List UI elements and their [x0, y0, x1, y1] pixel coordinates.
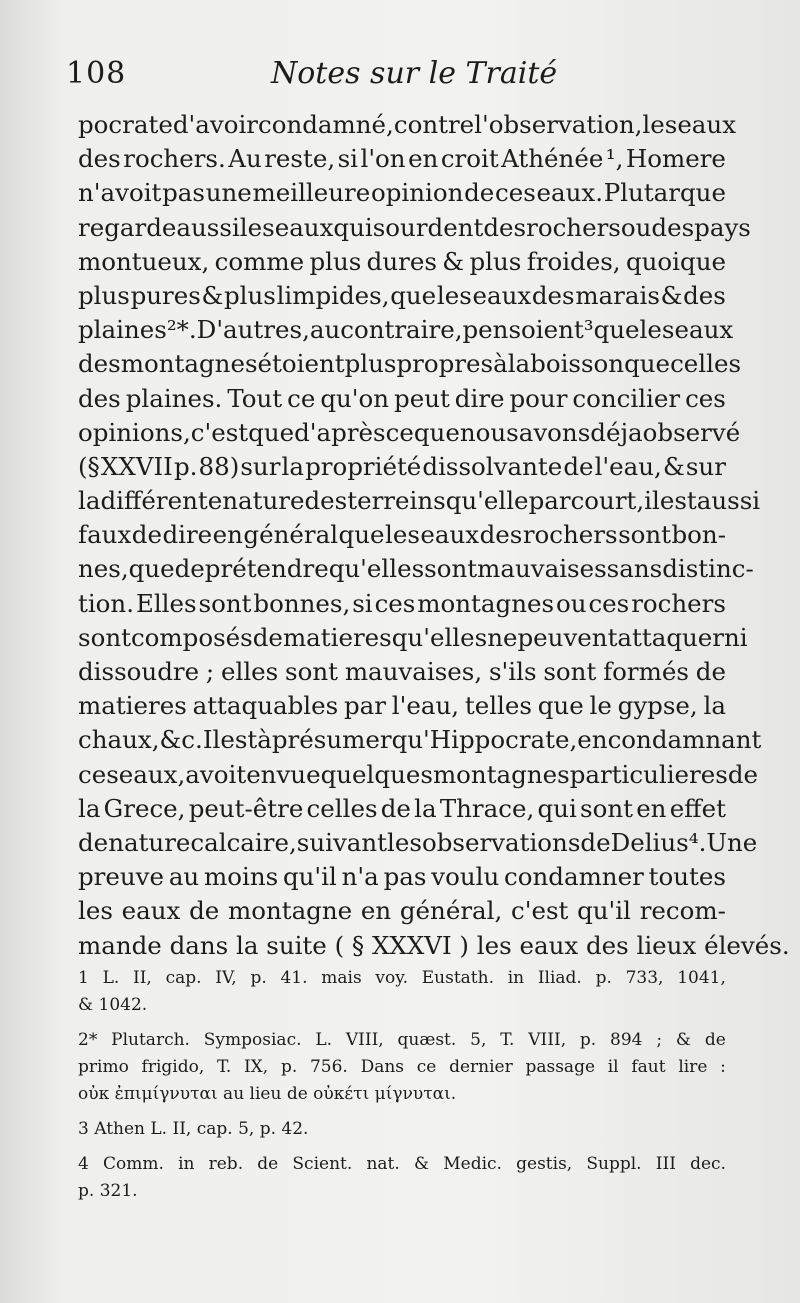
text-line: preuve au moins qu'il n'a pas voulu condamner toutes [78, 862, 726, 892]
text-line: (§ XXVII p. 88) sur la propriété dissolvante de l'eau, & sur [78, 451, 726, 481]
text-line: des rochers. Au reste, si l'on en croit Athénée ¹, Homere [78, 144, 726, 174]
text-line: pocrate d'avoir condamné, contre l'observation, les eaux [78, 110, 737, 139]
footnote [78, 1116, 726, 1143]
page-header [66, 52, 746, 96]
text-line: tion. Elles sont bonnes, si ces montagnes ou ces rochers [78, 588, 726, 618]
text-line: regarde aussi les eaux qui sourdent des rochers ou des pays [78, 212, 751, 242]
footnote [78, 1027, 726, 1108]
footnote-line: & 1042. [78, 995, 148, 1015]
running-title: Notes sur le Traité [271, 56, 558, 91]
text-line: ces eaux, avoit en vue quelques montagnes particulieres de [78, 759, 759, 789]
text-line: chaux, &c. Il est à présumer qu'Hippocrate, en condamnant [78, 725, 762, 755]
footnote-line: 4 Comm. in reb. de Scient. nat. & Medic. gestis, Suppl. III dec. [78, 1154, 726, 1174]
footnote-line: 2* Plutarch. Symposiac. L. VIII, quæst. 5, T. VIII, p. 894 ; & de [78, 1030, 726, 1050]
text-line: des montagnes étoient plus propres à la boisson que celles [78, 349, 742, 379]
main-text [78, 108, 790, 963]
text-line: matieres attaquables par l'eau, telles que le gypse, la [78, 691, 726, 721]
page-number: 108 [66, 56, 127, 91]
footnote [78, 965, 726, 1019]
footnote-line: p. 321. [78, 1181, 138, 1201]
text-line: dissoudre ; elles sont mauvaises, s'ils sont formés de [78, 657, 726, 686]
footnote-line: 3 Athen L. II, cap. 5, p. 42. [78, 1119, 309, 1139]
text-line: opinions, c'est que d'après ce que nous avons déja observé [78, 417, 741, 447]
text-line: les eaux de montagne en général, c'est qu'il recom- [78, 896, 726, 926]
text-line: mande dans la suite ( § XXXVI ) les eaux des lieux élevés. [78, 930, 790, 960]
text-line: des plaines. Tout ce qu'on peut dire pour concilier ces [78, 383, 726, 413]
text-line: plaines ²*. D'autres, au contraire, pensoient ³ que les eaux [78, 315, 734, 345]
text-line: plus pures & plus limpides, que les eaux des marais & des [78, 280, 726, 310]
footnote-line: οὐκ ἐπιμίγνυται au lieu de οὐκέτι μίγνυται. [78, 1084, 457, 1104]
text-line: la différente nature des terreins qu'elle parcourt, il est aussi [78, 486, 761, 516]
text-line: sont composés de matieres qu'elles ne peuvent attaquer ni [78, 622, 748, 652]
text-line: montueux, comme plus dures & plus froides, quoique [78, 246, 726, 276]
text-line: faux de dire en général que les eaux des rochers sont bon- [78, 520, 726, 550]
footnotes [78, 965, 726, 1205]
footnote-line: 1 L. II, cap. IV, p. 41. mais voy. Eustath. in Iliad. p. 733, 1041, [78, 968, 726, 988]
text-line: de nature calcaire, suivant les observations de Delius ⁴. Une [78, 827, 758, 857]
footnote [78, 1151, 726, 1205]
text-line: nes, que de prétendre qu'elles sont mauvaises sans distinc- [78, 554, 754, 584]
footnote-line: primo frigido, T. IX, p. 756. Dans ce dernier passage il faut lire : [78, 1057, 726, 1077]
text-line: n'avoit pas une meilleure opinion de ces eaux. Plutarque [78, 178, 726, 208]
text-line: la Grece, peut-être celles de la Thrace, qui sont en effet [78, 793, 726, 823]
